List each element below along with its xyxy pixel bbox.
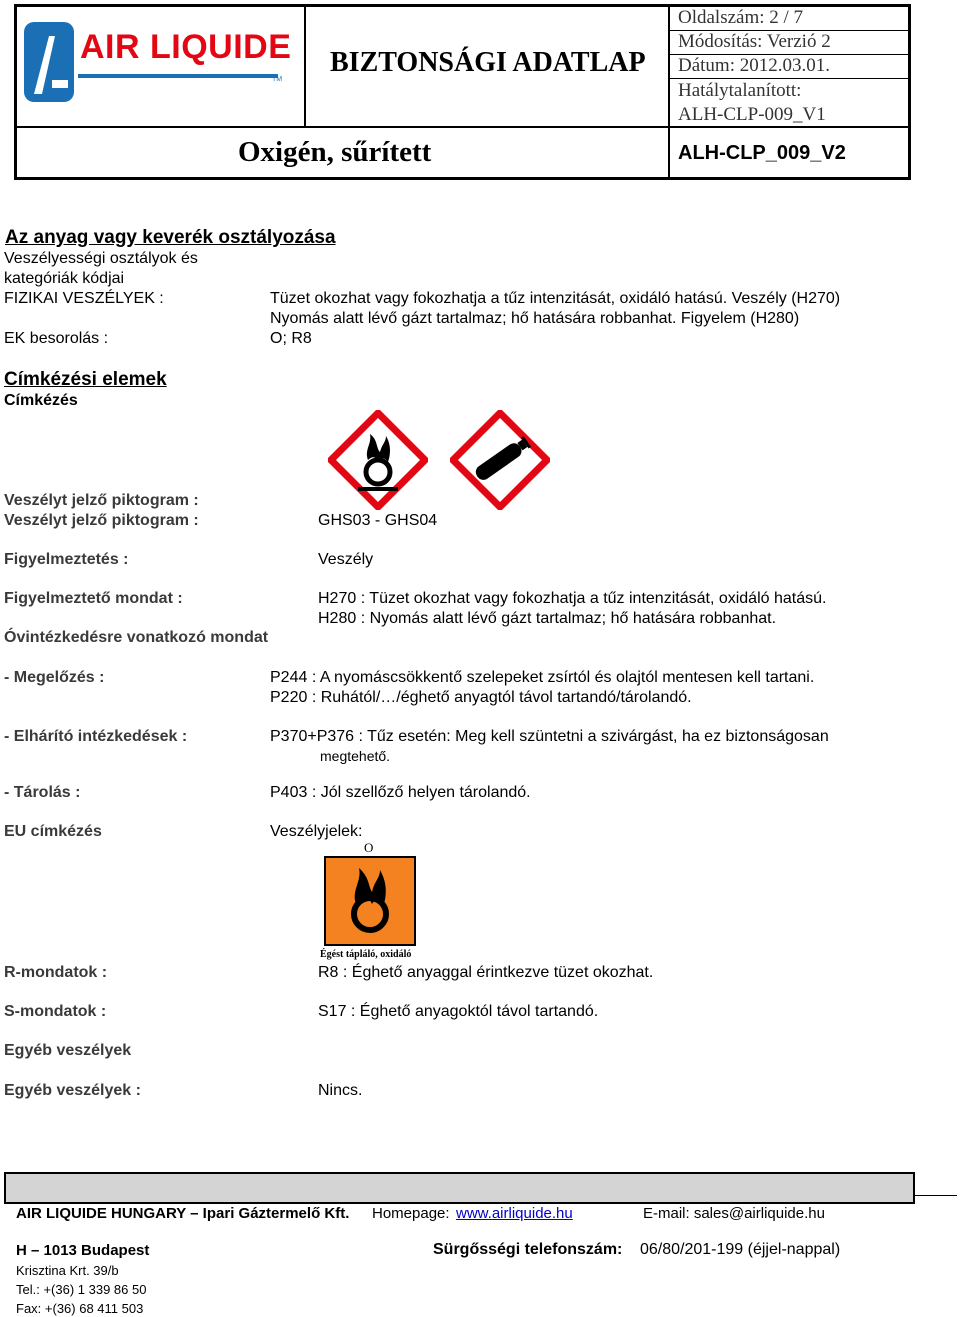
eu-labelling-label: EU címkézés [4,823,102,840]
response-label: - Elhárító intézkedések : [4,728,188,745]
ek-classification-label: EK besorolás : [4,330,109,347]
prevention-statement: P220 : Ruhától/…/éghető anyagtól távol tartandó/tárolandó. [270,689,692,706]
classification-heading: Az anyag vagy keverék osztályozása [5,227,336,248]
footer-fax: Fax: +(36) 68 411 503 [16,1301,144,1316]
superseded-label: Hatálytalanított: [678,80,802,101]
prevention-label: - Megelőzés : [4,669,105,686]
document-title: BIZTONSÁGI ADATLAP [330,47,646,78]
footer-telephone: Tel.: +(36) 1 339 86 50 [16,1282,147,1297]
footer-company: AIR LIQUIDE HUNGARY – Ipari Gáztermelő Kft. [16,1205,350,1222]
footer-bar [4,1172,915,1204]
signal-word-value: Veszély [318,551,374,568]
hazard-codes-label: kategóriák kódjai [4,270,125,287]
storage-statement: P403 : Jól szellőző helyen tárolandó. [270,784,531,801]
labelling-heading: Címkézési elemek [4,369,167,390]
hazard-codes-label: Veszélyességi osztályok és [4,250,198,267]
hazard-statement: H280 : Nyomás alatt lévő gázt tartalmaz; hő hatására robbanhat. [318,610,777,627]
emergency-phone-label: Sürgősségi telefonszám: [433,1241,623,1258]
other-hazards-heading: Egyéb veszélyek [4,1042,132,1059]
page-number: Oldalszám: 2 / 7 [678,7,804,28]
ghs04-gas-cylinder-icon [450,410,550,510]
logo-text: AIR LIQUIDE [80,28,292,66]
labelling-subheading: Címkézés [4,392,78,409]
logo-trademark: TM [272,76,283,83]
footer-street: Krisztina Krt. 39/b [16,1263,119,1278]
physical-hazards-value: Nyomás alatt lévő gázt tartalmaz; hő hatására robbanhat. Figyelem (H280) [270,310,800,327]
header-divider [669,78,911,79]
precautionary-label: Óvintézkedésre vonatkozó mondat [4,629,269,646]
r-phrases-label: R-mondatok : [4,964,108,981]
header-divider [304,4,306,128]
r-phrase: R8 : Éghető anyaggal érintkezve tüzet okozhat. [318,964,654,981]
eu-symbol-caption: Égést tápláló, oxidáló [320,949,412,960]
s-phrases-label: S-mondatok : [4,1003,107,1020]
eu-oxidizing-symbol-icon [324,856,416,946]
physical-hazards-value: Tüzet okozhat vagy fokozhatja a tűz intenzitását, oxidáló hatású. Veszély (H270) [270,290,841,307]
physical-hazards-label: FIZIKAI VESZÉLYEK : [4,290,164,307]
hazard-symbols-label: Veszélyjelek: [270,823,363,840]
hazard-statements-label: Figyelmeztető mondat : [4,590,183,607]
footer-email: E-mail: sales@airliquide.hu [643,1205,825,1222]
footer-homepage-label: Homepage: [372,1205,450,1222]
prevention-statement: P244 : A nyomáscsökkentő szelepeket zsírtól és olajtól mentesen kell tartani. [270,669,815,686]
pictogram-value: GHS03 - GHS04 [318,512,438,529]
s-phrase: S17 : Éghető anyagoktól távol tartandó. [318,1003,599,1020]
storage-label: - Tárolás : [4,784,81,801]
other-hazards-label: Egyéb veszélyek : [4,1082,141,1099]
other-hazards-value: Nincs. [318,1082,363,1099]
revision: Módosítás: Verzió 2 [678,31,831,52]
header-divider [14,126,911,128]
superseded-value: ALH-CLP-009_V1 [678,104,826,125]
document-code: ALH-CLP_009_V2 [678,142,846,164]
response-statement: megtehető. [320,748,391,764]
signal-word-label: Figyelmeztetés : [4,551,129,568]
footer-rule [915,1195,957,1196]
response-statement: P370+P376 : Tűz esetén: Meg kell szüntetni a szivárgást, ha ez biztonságosan [270,728,829,745]
emergency-phone-value: 06/80/201-199 (éjjel-nappal) [640,1241,841,1258]
footer-homepage-link[interactable]: www.airliquide.hu [456,1205,573,1222]
pictogram-label: Veszélyt jelző piktogram : [4,512,199,529]
pictogram-label: Veszélyt jelző piktogram : [4,492,199,509]
ek-classification-value: O; R8 [270,330,312,347]
date: Dátum: 2012.03.01. [678,55,830,76]
footer-city: H – 1013 Budapest [16,1242,150,1259]
ghs03-oxidizer-icon [328,410,428,510]
eu-symbol-letter: O [364,840,374,855]
product-name: Oxigén, sűrített [238,136,432,168]
hazard-statement: H270 : Tüzet okozhat vagy fokozhatja a tűz intenzitását, oxidáló hatású. [318,590,827,607]
